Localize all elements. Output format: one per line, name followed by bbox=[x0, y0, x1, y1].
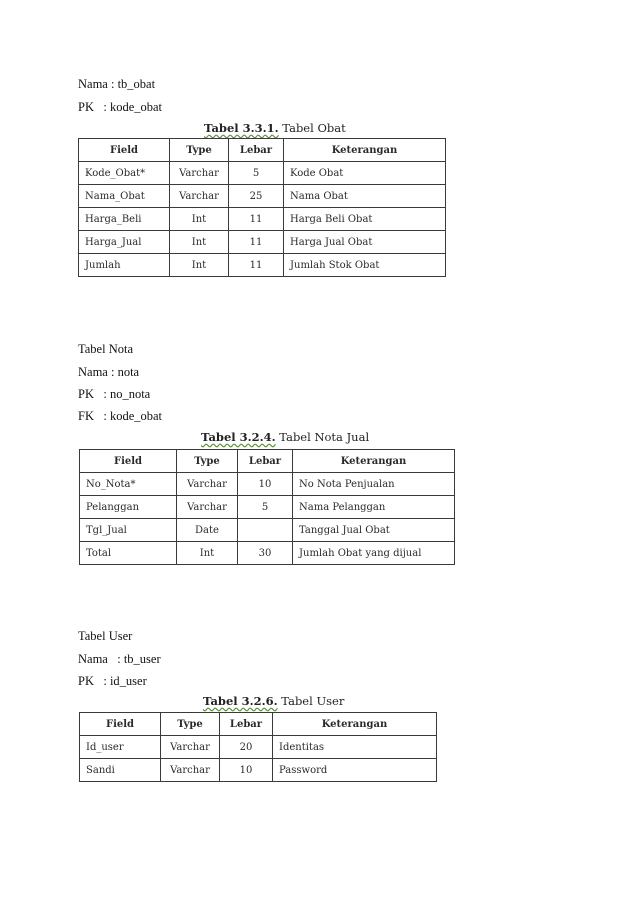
header-lebar: Lebar bbox=[238, 450, 293, 473]
cell-type: Int bbox=[177, 542, 238, 565]
table-nota bbox=[79, 449, 455, 565]
table-row bbox=[80, 736, 437, 759]
header-keterangan: Keterangan bbox=[293, 450, 455, 473]
cell-field: No_Nota* bbox=[80, 473, 177, 496]
cell-lebar bbox=[238, 519, 293, 542]
cell-keterangan: Kode Obat bbox=[284, 162, 446, 185]
table-row bbox=[80, 496, 455, 519]
text-fk-kode-obat: FK : kode_obat bbox=[78, 409, 163, 423]
cell-keterangan: Jumlah Stok Obat bbox=[284, 254, 446, 277]
caption-title: Tabel Obat bbox=[278, 121, 346, 135]
cell-lebar: 11 bbox=[229, 254, 284, 277]
cell-lebar: 5 bbox=[238, 496, 293, 519]
header-lebar: Lebar bbox=[220, 713, 273, 736]
cell-type: Int bbox=[170, 208, 229, 231]
cell-lebar: 20 bbox=[220, 736, 273, 759]
cell-keterangan: No Nota Penjualan bbox=[293, 473, 455, 496]
header-type: Type bbox=[177, 450, 238, 473]
caption-number: Tabel 3.2.4. bbox=[201, 430, 276, 444]
cell-lebar: 10 bbox=[220, 759, 273, 782]
cell-field: Total bbox=[80, 542, 177, 565]
table-header-row bbox=[80, 713, 437, 736]
table-caption-user bbox=[203, 694, 344, 708]
cell-field: Nama_Obat bbox=[79, 185, 170, 208]
header-type: Type bbox=[161, 713, 220, 736]
cell-keterangan: Tanggal Jual Obat bbox=[293, 519, 455, 542]
header-field: Field bbox=[80, 450, 177, 473]
header-type: Type bbox=[170, 139, 229, 162]
text-nama-tb-obat: Nama : tb_obat bbox=[78, 77, 156, 91]
cell-field: Kode_Obat* bbox=[79, 162, 170, 185]
cell-type: Varchar bbox=[177, 473, 238, 496]
table-header-row bbox=[79, 139, 446, 162]
table-caption-nota bbox=[201, 430, 369, 444]
cell-lebar: 11 bbox=[229, 231, 284, 254]
cell-type: Varchar bbox=[161, 759, 220, 782]
cell-type: Varchar bbox=[177, 496, 238, 519]
cell-keterangan: Harga Jual Obat bbox=[284, 231, 446, 254]
table-row bbox=[79, 231, 446, 254]
table-obat bbox=[78, 138, 446, 277]
cell-field: Id_user bbox=[80, 736, 161, 759]
cell-field: Pelanggan bbox=[80, 496, 177, 519]
header-field: Field bbox=[80, 713, 161, 736]
table-user bbox=[79, 712, 437, 782]
cell-keterangan: Nama Pelanggan bbox=[293, 496, 455, 519]
text-tabel-nota: Tabel Nota bbox=[78, 342, 134, 356]
cell-keterangan: Harga Beli Obat bbox=[284, 208, 446, 231]
cell-type: Int bbox=[170, 254, 229, 277]
cell-keterangan: Nama Obat bbox=[284, 185, 446, 208]
text-nama-nota: Nama : nota bbox=[78, 365, 140, 379]
cell-lebar: 30 bbox=[238, 542, 293, 565]
text-pk-no-nota: PK : no_nota bbox=[78, 387, 151, 401]
cell-keterangan: Jumlah Obat yang dijual bbox=[293, 542, 455, 565]
cell-type: Varchar bbox=[170, 162, 229, 185]
caption-title: Tabel Nota Jual bbox=[275, 430, 370, 444]
cell-keterangan: Password bbox=[273, 759, 437, 782]
caption-number: Tabel 3.3.1. bbox=[204, 121, 279, 135]
cell-lebar: 11 bbox=[229, 208, 284, 231]
cell-type: Date bbox=[177, 519, 238, 542]
cell-lebar: 5 bbox=[229, 162, 284, 185]
table-row bbox=[79, 208, 446, 231]
text-tabel-user: Tabel User bbox=[78, 629, 133, 643]
header-keterangan: Keterangan bbox=[273, 713, 437, 736]
cell-field: Sandi bbox=[80, 759, 161, 782]
cell-field: Tgl_Jual bbox=[80, 519, 177, 542]
table-row bbox=[80, 542, 455, 565]
header-lebar: Lebar bbox=[229, 139, 284, 162]
caption-title: Tabel User bbox=[277, 694, 345, 708]
text-nama-tb-user: Nama : tb_user bbox=[78, 652, 161, 666]
table-row bbox=[79, 162, 446, 185]
cell-type: Varchar bbox=[161, 736, 220, 759]
cell-field: Jumlah bbox=[79, 254, 170, 277]
cell-lebar: 25 bbox=[229, 185, 284, 208]
cell-type: Int bbox=[170, 231, 229, 254]
cell-type: Varchar bbox=[170, 185, 229, 208]
header-keterangan: Keterangan bbox=[284, 139, 446, 162]
cell-keterangan: Identitas bbox=[273, 736, 437, 759]
header-field: Field bbox=[79, 139, 170, 162]
cell-field: Harga_Beli bbox=[79, 208, 170, 231]
table-row bbox=[80, 519, 455, 542]
table-row bbox=[79, 185, 446, 208]
text-pk-kode-obat: PK : kode_obat bbox=[78, 100, 163, 114]
caption-number: Tabel 3.2.6. bbox=[203, 694, 278, 708]
table-row bbox=[80, 759, 437, 782]
table-row bbox=[80, 473, 455, 496]
table-caption-obat bbox=[204, 121, 346, 135]
table-header-row bbox=[80, 450, 455, 473]
table-row bbox=[79, 254, 446, 277]
cell-lebar: 10 bbox=[238, 473, 293, 496]
cell-field: Harga_Jual bbox=[79, 231, 170, 254]
text-pk-id-user: PK : id_user bbox=[78, 674, 147, 688]
